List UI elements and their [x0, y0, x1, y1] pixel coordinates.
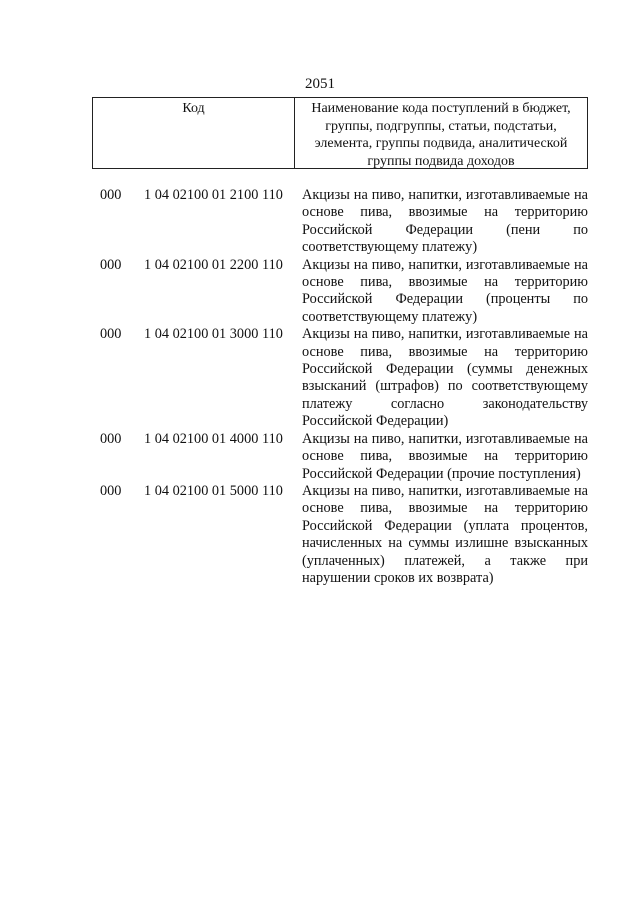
row-description: Акцизы на пиво, напитки, изготавливаемые на основе пива, ввозимые на территорию Российской Федерации (прочие поступления): [302, 430, 588, 482]
row-budget-code: 1 04 02100 01 2200 110: [144, 256, 283, 273]
row-admin-code: 000: [100, 482, 122, 499]
header-name-label: Наименование кода поступлений в бюджет, группы, подгруппы, статьи, подстатьи, элемента, группы подвида, аналитической группы подвида доходов: [311, 101, 571, 169]
row-admin-code: 000: [100, 256, 122, 273]
row-budget-code: 1 04 02100 01 2100 110: [144, 187, 283, 203]
row-description: Акцизы на пиво, напитки, изготавливаемые на основе пива, ввозимые на территорию Российской Федерации (проценты по соответствующему платежу): [302, 256, 588, 325]
table-row: [100, 187, 588, 257]
row-budget-code: 1 04 02100 01 4000 110: [144, 430, 283, 447]
row-admin-code: 000: [100, 430, 122, 447]
row-description: Акцизы на пиво, напитки, изготавливаемые на основе пива, ввозимые на территорию Российской Федерации (уплата процентов, начисленных на суммы излишне взысканных (уплаченных) платежей, а также при нарушении сроков их возврата): [302, 482, 588, 586]
table-row: [100, 483, 588, 587]
row-description: Акцизы на пиво, напитки, изготавливаемые на основе пива, ввозимые на территорию Российской Федерации (пени по соответствующему платежу): [302, 187, 588, 256]
row-admin-code: 000: [100, 187, 122, 203]
table-row: [100, 431, 588, 483]
table-row: [100, 257, 588, 327]
row-description: Акцизы на пиво, напитки, изготавливаемые на основе пива, ввозимые на территорию Российской Федерации (суммы денежных взысканий (штрафов) по соответствующему платежу согласно законодательству Российской Федерации): [302, 326, 588, 430]
row-budget-code: 1 04 02100 01 3000 110: [144, 326, 283, 343]
table-row: [100, 326, 588, 430]
row-admin-code: 000: [100, 326, 122, 343]
row-budget-code: 1 04 02100 01 5000 110: [144, 482, 283, 499]
table-header: [92, 97, 588, 169]
page-number: 2051: [305, 76, 335, 92]
income-code-list: [100, 187, 588, 587]
header-code-label: Код: [93, 98, 295, 168]
